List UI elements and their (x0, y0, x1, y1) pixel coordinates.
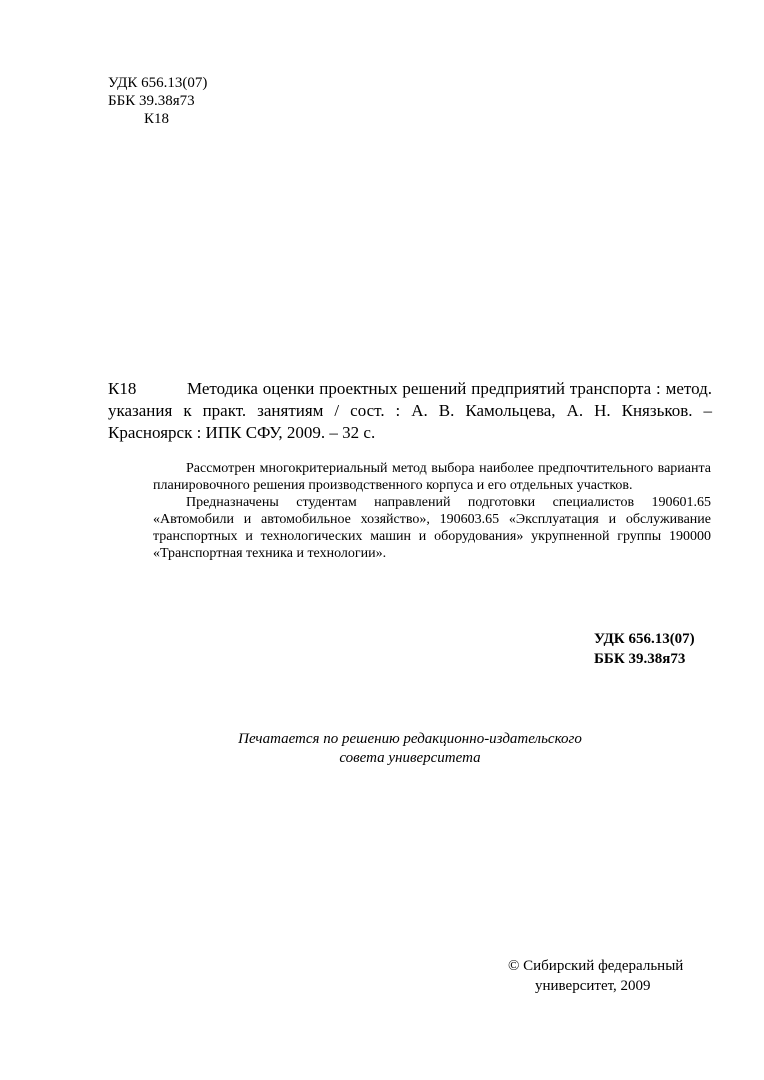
bib-author-mark: К18 (108, 379, 137, 398)
abstract-paragraph-2: Предназначены студентам направлений подготовки специалистов 190601.65 «Автомобили и автомобильное хозяйство», 190603.65 «Эксплуатация и обслуживание транспортных и технологических машин и оборудования» укрупненной группы 190000 «Транспортная техника и технологии». (153, 495, 711, 561)
copyright-line-1: © Сибирский федеральный (508, 958, 684, 974)
top-udk-code: УДК 656.13(07) (108, 75, 208, 91)
print-note-line-1: Печатается по решению редакционно-издательского (238, 731, 582, 747)
print-approval-note (190, 730, 630, 768)
bottom-bbk-code: ББК 39.38я73 (594, 651, 686, 667)
top-author-mark: К18 (144, 111, 170, 127)
bottom-udk-code: УДК 656.13(07) (594, 631, 695, 647)
top-classification-index (108, 74, 207, 128)
abstract-paragraph-1: Рассмотрен многокритериальный метод выбора наиболее предпочтительного варианта планировочного решения производственного корпуса и его отдельных участков. (153, 461, 711, 493)
top-bbk-code: ББК 39.38я73 (108, 93, 195, 109)
copyright-notice (508, 956, 683, 996)
abstract (153, 460, 711, 562)
bib-description: Методика оценки проектных решений предприятий транспорта : метод. указания к практ. занятиям / сост. : А. В. Камольцева, А. Н. Князьков. – Красноярск : ИПК СФУ, 2009. – 32 с. (108, 379, 712, 442)
print-note-line-2: совета университета (339, 750, 481, 766)
bibliographic-record (108, 378, 712, 444)
copyright-line-2: университет, 2009 (535, 978, 651, 994)
bottom-classification-index (594, 629, 695, 669)
